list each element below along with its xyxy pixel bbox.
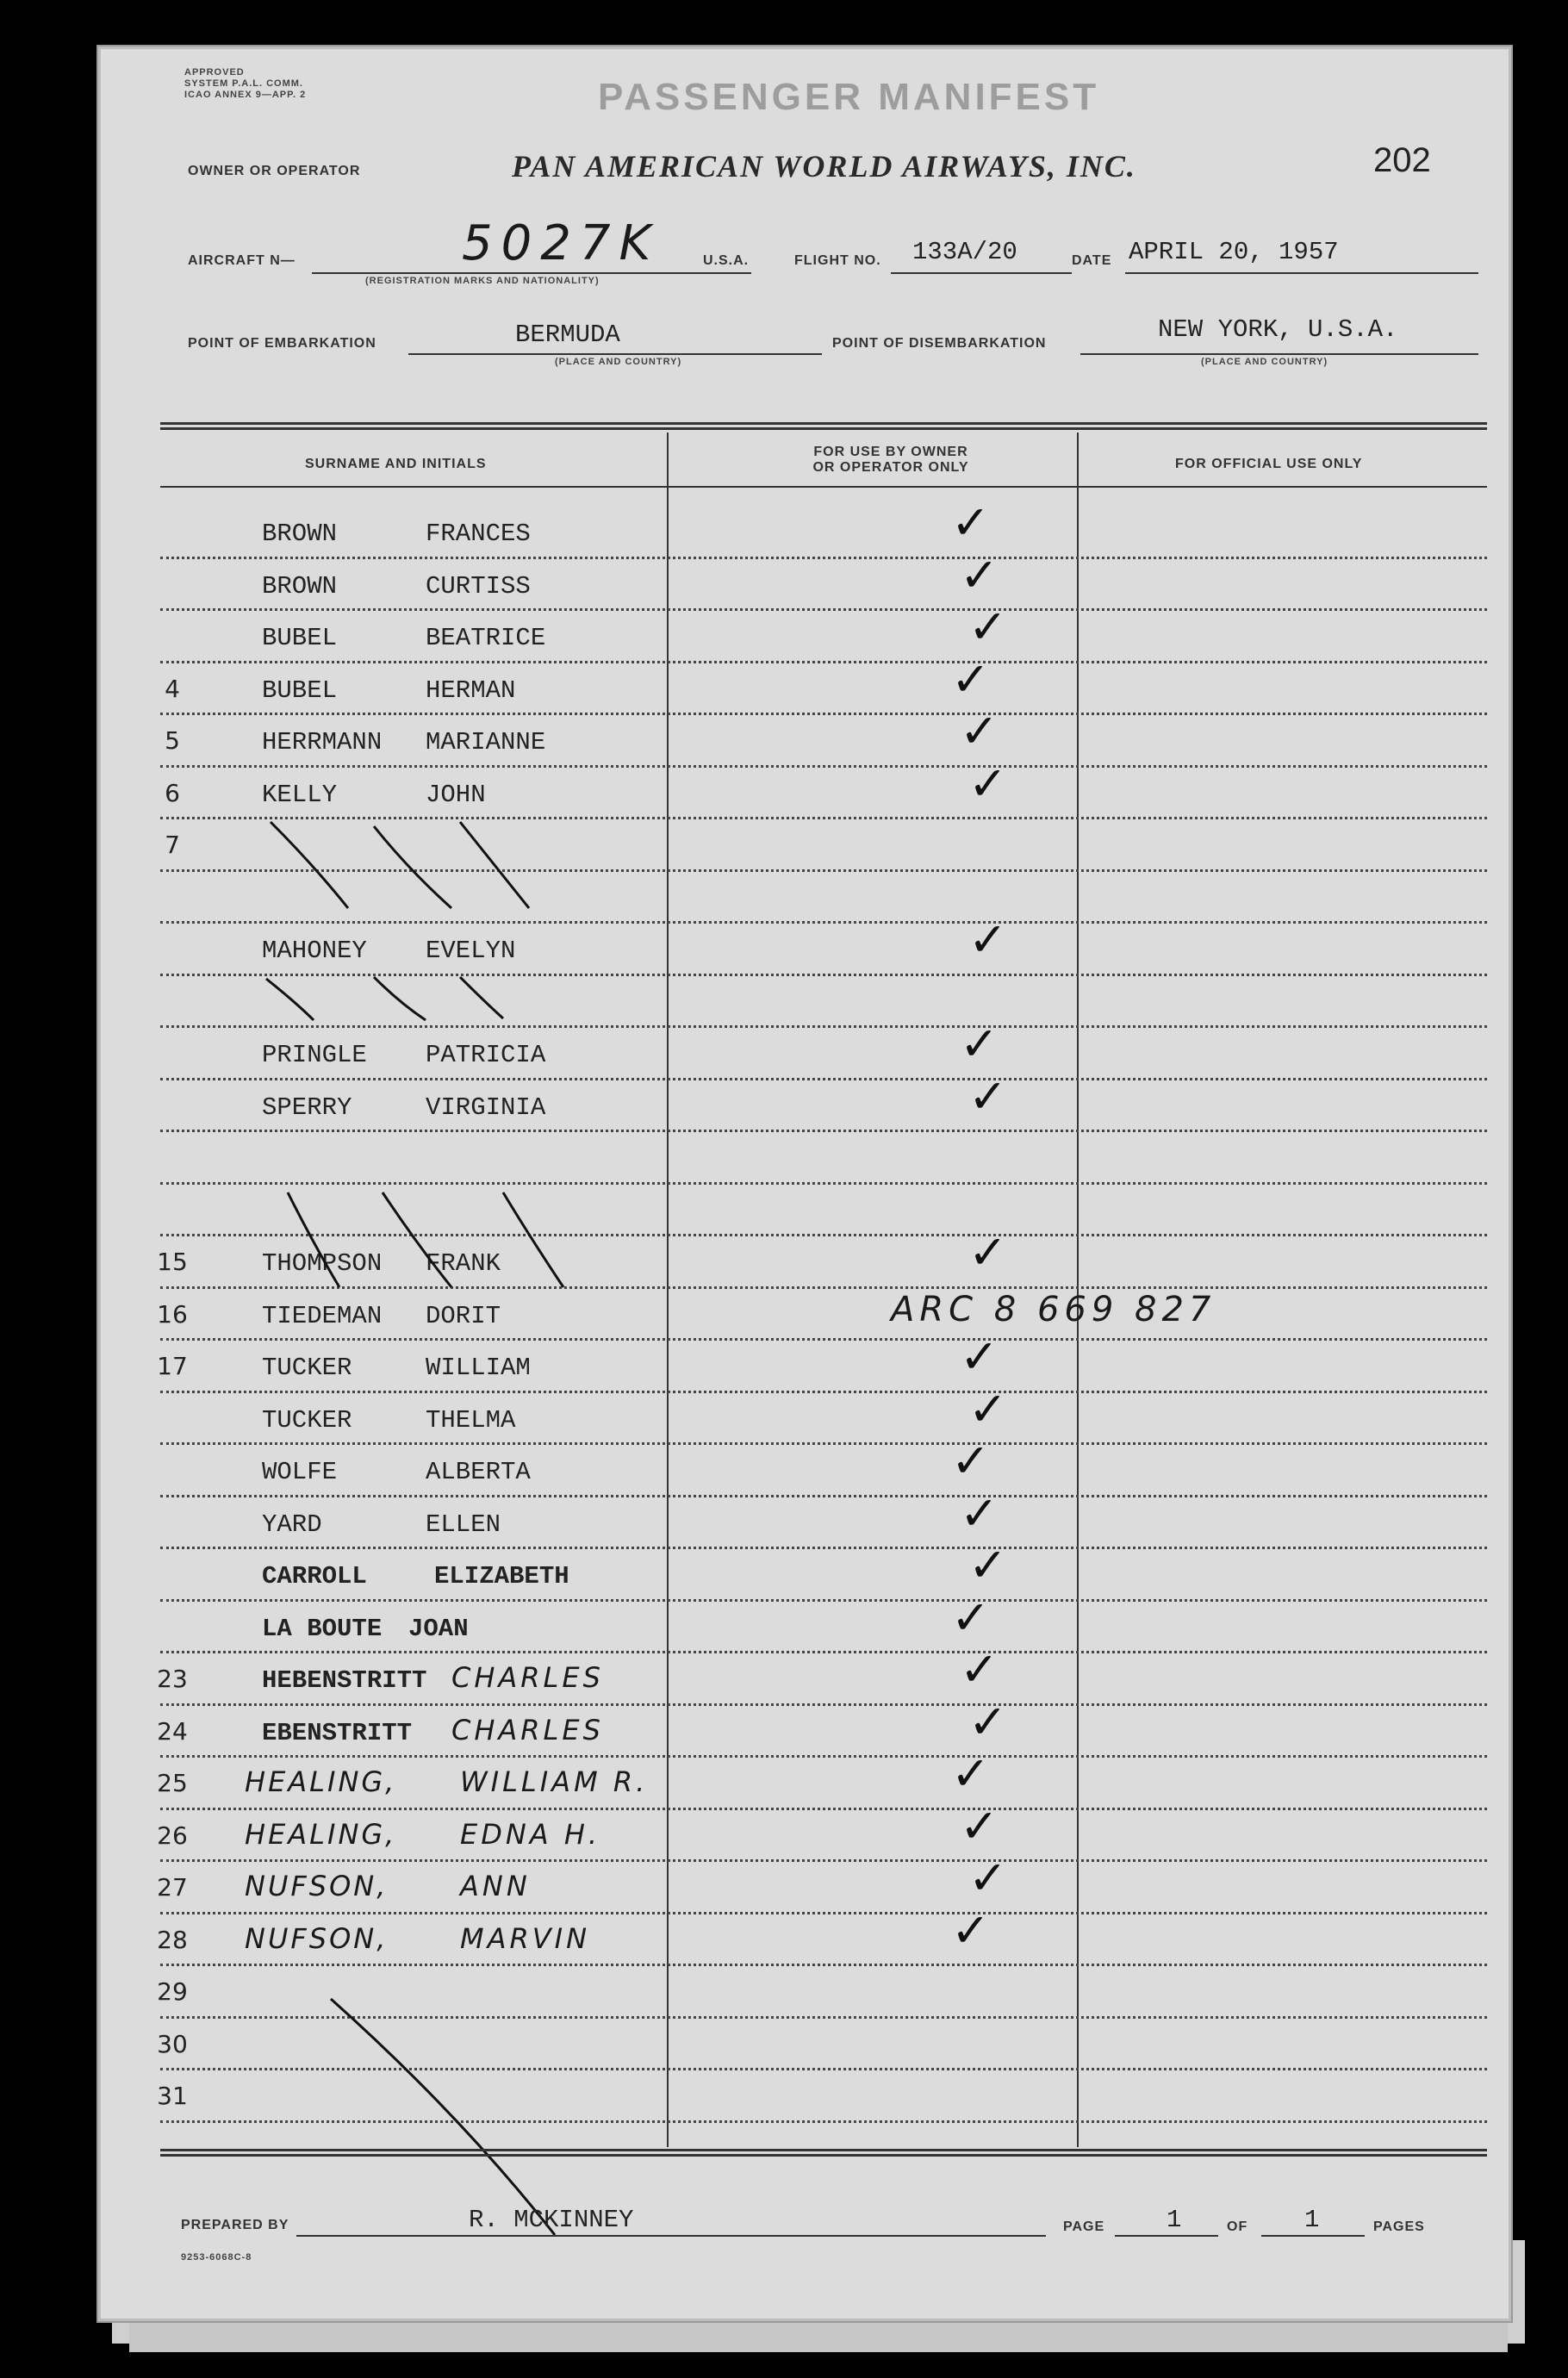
passenger-surname: TUCKER — [262, 1354, 352, 1382]
of-label: OF — [1227, 2219, 1248, 2234]
row-number: 23 — [157, 1665, 188, 1693]
check-mark-icon: ✓ — [968, 1068, 1008, 1124]
row-number: 17 — [157, 1352, 188, 1380]
check-mark-icon: ✓ — [968, 1694, 1008, 1749]
check-mark-icon: ✓ — [960, 704, 999, 758]
check-mark-icon: ✓ — [968, 912, 1008, 967]
passenger-surname: HEALING, — [245, 1765, 397, 1798]
passenger-surname: HERRMANN — [262, 728, 383, 756]
pages-label: PAGES — [1373, 2219, 1425, 2234]
passenger-surname: EBENSTRITT — [262, 1718, 413, 1747]
embark-place-note: (PLACE AND COUNTRY) — [555, 357, 682, 367]
passenger-given-name: DORIT — [426, 1301, 501, 1330]
passenger-surname: BROWN — [262, 571, 338, 601]
page-label: PAGE — [1063, 2219, 1105, 2234]
passenger-given-name: ELLEN — [426, 1510, 501, 1539]
column-header-name: SURNAME AND INITIALS — [305, 457, 487, 471]
owner-use-line-2: OR OPERATOR ONLY — [812, 460, 969, 475]
check-mark-icon: ✓ — [960, 1642, 999, 1696]
check-mark-icon: ✓ — [968, 600, 1008, 654]
check-mark-icon: ✓ — [960, 1485, 999, 1541]
page-value: 1 — [1167, 2206, 1182, 2234]
check-mark-icon: ✓ — [960, 1798, 999, 1853]
approval-line-2: SYSTEM P.A.L. COMM. — [184, 78, 303, 89]
passenger-given-name: JOHN — [426, 780, 486, 809]
passenger-surname: HEBENSTRITT — [262, 1666, 427, 1695]
flight-label: FLIGHT NO. — [794, 253, 881, 268]
passenger-surname: PRINGLE — [262, 1041, 367, 1069]
aircraft-value: 5027K — [462, 215, 660, 271]
row-number: 30 — [157, 2029, 188, 2058]
row-number: 27 — [157, 1873, 188, 1902]
voided-entries-strikes — [98, 47, 1511, 2321]
passenger-surname: KELLY — [262, 780, 338, 809]
column-header-official: FOR OFFICIAL USE ONLY — [1175, 457, 1363, 471]
check-mark-icon: ✓ — [951, 1902, 991, 1958]
row-number: 4 — [165, 674, 180, 703]
passenger-surname: TUCKER — [262, 1405, 352, 1435]
row-number: 7 — [165, 831, 180, 859]
owner-value: PAN AMERICAN WORLD AIRWAYS, INC. — [512, 149, 1136, 184]
page-number-stamp: 202 — [1373, 141, 1431, 179]
passenger-surname: BROWN — [262, 520, 338, 548]
aircraft-label: AIRCRAFT N— — [188, 253, 296, 268]
passenger-given-name: VIRGINIA — [426, 1093, 546, 1122]
passenger-surname: SPERRY — [262, 1093, 352, 1122]
alien-registration-note: ARC 8 669 827 — [891, 1289, 1216, 1329]
check-mark-icon: ✓ — [951, 495, 991, 550]
passenger-given-name: MARVIN — [460, 1921, 590, 1955]
manifest-sheet — [96, 45, 1513, 2323]
passenger-given-name: PATRICIA — [426, 1041, 546, 1069]
approval-line-1: APPROVED — [184, 67, 245, 78]
date-value: APRIL 20, 1957 — [1129, 238, 1339, 266]
row-number: 31 — [157, 2082, 188, 2110]
disembark-value: NEW YORK, U.S.A. — [1158, 315, 1398, 344]
row-number: 29 — [157, 1977, 188, 2006]
passenger-surname: LA BOUTE — [262, 1614, 383, 1643]
passenger-surname: TIEDEMAN — [262, 1301, 383, 1330]
owner-use-line-1: FOR USE BY OWNER — [813, 445, 968, 459]
check-mark-icon: ✓ — [960, 547, 999, 602]
disembark-label: POINT OF DISEMBARKATION — [832, 336, 1047, 351]
passenger-surname: HEALING, — [245, 1817, 397, 1851]
passenger-surname: WOLFE — [262, 1458, 338, 1486]
owner-label: OWNER OR OPERATOR — [188, 164, 361, 178]
check-mark-icon: ✓ — [960, 1017, 999, 1071]
check-mark-icon: ✓ — [968, 1225, 1008, 1279]
passenger-surname: MAHONEY — [262, 937, 367, 965]
registration-note: (REGISTRATION MARKS AND NATIONALITY) — [365, 276, 600, 286]
form-title: PASSENGER MANIFEST — [598, 76, 1100, 118]
row-number: 15 — [157, 1248, 188, 1276]
row-number: 24 — [157, 1716, 188, 1746]
check-mark-icon: ✓ — [960, 1329, 999, 1384]
passenger-surname: BUBEL — [262, 624, 338, 652]
row-number: 28 — [157, 1925, 188, 1954]
embark-label: POINT OF EMBARKATION — [188, 336, 376, 351]
row-number: 25 — [157, 1769, 188, 1797]
passenger-surname: THOMPSON — [262, 1249, 383, 1278]
pages-total-value: 1 — [1304, 2206, 1320, 2234]
prepared-by-value: R. MCKINNEY — [469, 2206, 634, 2234]
passenger-given-name: JOAN — [408, 1614, 469, 1643]
passenger-given-name: WILLIAM — [426, 1354, 531, 1382]
passenger-given-name: CURTISS — [426, 571, 531, 601]
check-mark-icon: ✓ — [968, 1538, 1008, 1592]
prepared-label: PREPARED BY — [181, 2218, 289, 2232]
row-number: 16 — [157, 1299, 188, 1329]
form-number: 9253-6068C-8 — [181, 2252, 252, 2263]
usa-label: U.S.A. — [703, 253, 750, 268]
embark-value: BERMUDA — [515, 321, 620, 349]
row-number: 26 — [157, 1821, 188, 1850]
passenger-surname: YARD — [262, 1510, 322, 1539]
check-mark-icon: ✓ — [951, 651, 991, 707]
check-mark-icon: ✓ — [951, 1434, 991, 1488]
date-label: DATE — [1072, 253, 1112, 268]
passenger-given-name: WILLIAM R. — [460, 1765, 649, 1798]
passenger-given-name: ALBERTA — [426, 1458, 531, 1486]
disembark-place-note: (PLACE AND COUNTRY) — [1201, 357, 1328, 367]
passenger-given-name: EVELYN — [426, 937, 516, 965]
passenger-given-name: HERMAN — [426, 675, 516, 705]
passenger-given-name: MARIANNE — [426, 728, 546, 756]
row-number: 6 — [165, 778, 180, 807]
check-mark-icon: ✓ — [968, 756, 1008, 811]
check-mark-icon: ✓ — [951, 1746, 991, 1801]
check-mark-icon: ✓ — [951, 1590, 991, 1645]
passenger-given-name: ANN — [460, 1870, 531, 1902]
passenger-given-name: CHARLES — [451, 1713, 604, 1746]
flight-value: 133A/20 — [912, 238, 1017, 266]
passenger-given-name: BEATRICE — [426, 624, 546, 652]
passenger-given-name: THELMA — [426, 1405, 516, 1435]
passenger-surname: CARROLL — [262, 1562, 367, 1591]
check-mark-icon: ✓ — [968, 1381, 1008, 1436]
passenger-given-name: FRANCES — [426, 520, 531, 548]
passenger-given-name: FRANK — [426, 1249, 501, 1278]
passenger-given-name: CHARLES — [451, 1661, 604, 1694]
passenger-surname: NUFSON, — [245, 1921, 389, 1955]
approval-line-3: ICAO ANNEX 9—APP. 2 — [184, 90, 307, 100]
passenger-given-name: ELIZABETH — [434, 1562, 569, 1591]
passenger-surname: BUBEL — [262, 675, 338, 705]
check-mark-icon: ✓ — [968, 1851, 1008, 1905]
row-number: 5 — [165, 726, 180, 755]
passenger-given-name: EDNA H. — [460, 1817, 601, 1851]
passenger-surname: NUFSON, — [245, 1870, 389, 1902]
